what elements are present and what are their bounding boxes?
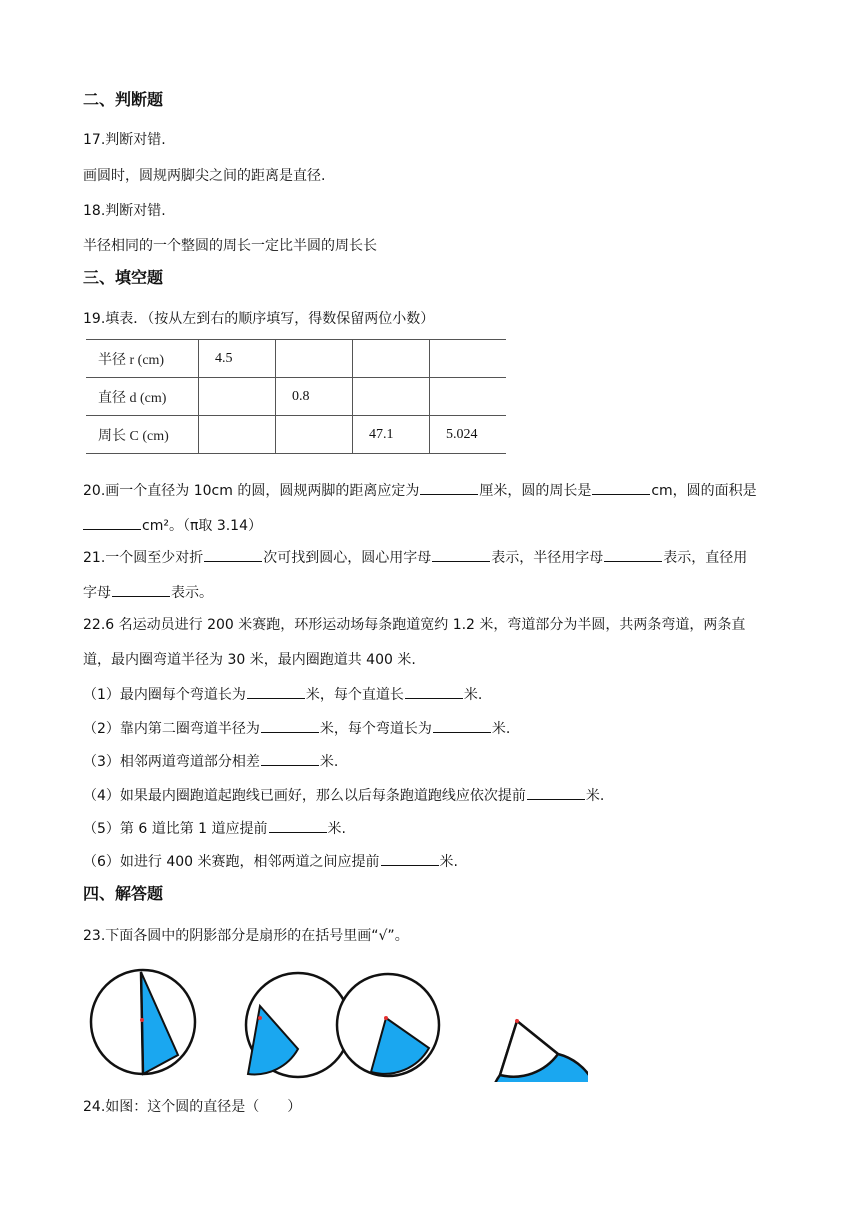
answer-blank[interactable]	[247, 684, 305, 699]
q22-sub1	[83, 684, 482, 705]
q22-text: 米，每个直道长	[305, 687, 404, 703]
answer-blank[interactable]	[405, 684, 463, 699]
circle-figure-4[interactable]	[466, 962, 588, 1082]
q24-prompt: 24.如图：这个圆的直径是（ ）	[83, 1099, 302, 1115]
q22-sub4	[83, 785, 604, 806]
q18-prompt: 18.判断对错.	[83, 203, 166, 219]
row-label: 周长 C (cm)	[86, 416, 199, 454]
center-dot	[515, 1019, 519, 1023]
q22-sub6	[83, 851, 458, 872]
answer-blank[interactable]	[269, 818, 327, 833]
section-heading-solve: 四、解答题	[83, 884, 164, 903]
q22-text: （4）如果最内圈跑道起跑线已画好，那么以后每条跑道跑线应依次提前	[83, 788, 526, 804]
table-cell[interactable]: 4.5	[199, 340, 276, 378]
q21-line2	[83, 582, 213, 603]
answer-blank[interactable]	[433, 718, 491, 733]
table-row	[86, 378, 506, 416]
answer-blank[interactable]	[432, 547, 490, 562]
center-dot	[384, 1016, 388, 1020]
answer-blank[interactable]	[112, 582, 170, 597]
q21-text: 表示，半径用字母	[491, 550, 604, 566]
q20-line1	[83, 480, 757, 501]
q17-statement: 画圆时，圆规两脚尖之间的距离是直径.	[83, 168, 326, 184]
section-heading-judgement: 二、判断题	[83, 90, 164, 109]
table-cell[interactable]: 0.8	[276, 378, 353, 416]
q21-text: 字母	[83, 585, 111, 601]
q21-text: 21.一个圆至少对折	[83, 550, 204, 566]
q22-text: 米.	[327, 821, 346, 837]
table-row	[86, 416, 506, 454]
circle-figure-2[interactable]	[246, 973, 350, 1077]
table-cell[interactable]: 47.1	[353, 416, 430, 454]
q22-line1: 22.6 名运动员进行 200 米赛跑，环形运动场每条跑道宽约 1.2 米，弯道部分为半圆，共两条弯道，两条直	[83, 617, 746, 633]
center-dot	[258, 1016, 262, 1020]
table-cell[interactable]	[276, 416, 353, 454]
q21-text: 表示，直径用	[663, 550, 748, 566]
answer-blank[interactable]	[83, 515, 141, 530]
circle-table	[86, 339, 506, 454]
q22-sub5	[83, 818, 346, 839]
circle-figure-3[interactable]	[337, 974, 439, 1076]
q22-sub2	[83, 718, 510, 739]
q20-text: 厘米，圆的周长是	[479, 483, 592, 499]
q22-text: 米，每个弯道长为	[319, 721, 432, 737]
q22-text: 米.	[463, 687, 483, 703]
table-cell[interactable]	[276, 340, 353, 378]
q20-text: cm²。（π取 3.14）	[142, 518, 262, 534]
table-row	[86, 340, 506, 378]
table-cell[interactable]	[199, 378, 276, 416]
table-cell[interactable]	[430, 340, 507, 378]
answer-blank[interactable]	[604, 547, 662, 562]
section-heading-fill: 三、填空题	[83, 268, 164, 287]
q22-text: （2）靠内第二圈弯道半径为	[83, 721, 260, 737]
answer-blank[interactable]	[420, 480, 478, 495]
answer-blank[interactable]	[204, 547, 262, 562]
q21-text: 次可找到圆心，圆心用字母	[263, 550, 432, 566]
table-cell[interactable]	[353, 378, 430, 416]
q22-sub3	[83, 751, 338, 772]
q21-line1	[83, 547, 747, 568]
q20-line2	[83, 515, 262, 536]
q18-statement: 半径相同的一个整圆的周长一定比半圆的周长长	[83, 238, 377, 254]
row-label: 直径 d (cm)	[86, 378, 199, 416]
q22-text: 米.	[319, 754, 339, 770]
table-cell[interactable]	[353, 340, 430, 378]
q20-text: 20.画一个直径为 10cm 的圆，圆规两脚的距离应定为	[83, 483, 420, 499]
table-cell[interactable]	[199, 416, 276, 454]
table-cell[interactable]	[430, 378, 507, 416]
q17-prompt: 17.判断对错.	[83, 132, 166, 148]
answer-blank[interactable]	[261, 751, 319, 766]
q22-text: 米.	[585, 788, 605, 804]
q21-text: 表示。	[171, 585, 213, 601]
answer-blank[interactable]	[527, 785, 585, 800]
q22-text: （3）相邻两道弯道部分相差	[83, 754, 260, 770]
q19-prompt: 19.填表．（按从左到右的顺序填写，得数保留两位小数）	[83, 311, 435, 327]
q22-text: （5）第 6 道比第 1 道应提前	[83, 821, 268, 837]
q20-text: cm，圆的面积是	[651, 483, 757, 499]
q22-text: 米.	[439, 854, 458, 870]
table-cell[interactable]: 5.024	[430, 416, 507, 454]
q23-prompt: 23.下面各圆中的阴影部分是扇形的在括号里画“√”。	[83, 928, 409, 944]
sector-circles-figure	[88, 962, 588, 1082]
q22-text: （6）如进行 400 米赛跑，相邻两道之间应提前	[83, 854, 380, 870]
q22-text: （1）最内圈每个弯道长为	[83, 687, 246, 703]
answer-blank[interactable]	[592, 480, 650, 495]
q22-text: 米.	[491, 721, 511, 737]
answer-blank[interactable]	[261, 718, 319, 733]
circle-figure-1[interactable]	[91, 970, 195, 1074]
q22-line2: 道，最内圈弯道半径为 30 米，最内圈跑道共 400 米.	[83, 652, 416, 668]
answer-blank[interactable]	[381, 851, 439, 866]
center-dot	[140, 1018, 144, 1022]
row-label: 半径 r (cm)	[86, 340, 199, 378]
